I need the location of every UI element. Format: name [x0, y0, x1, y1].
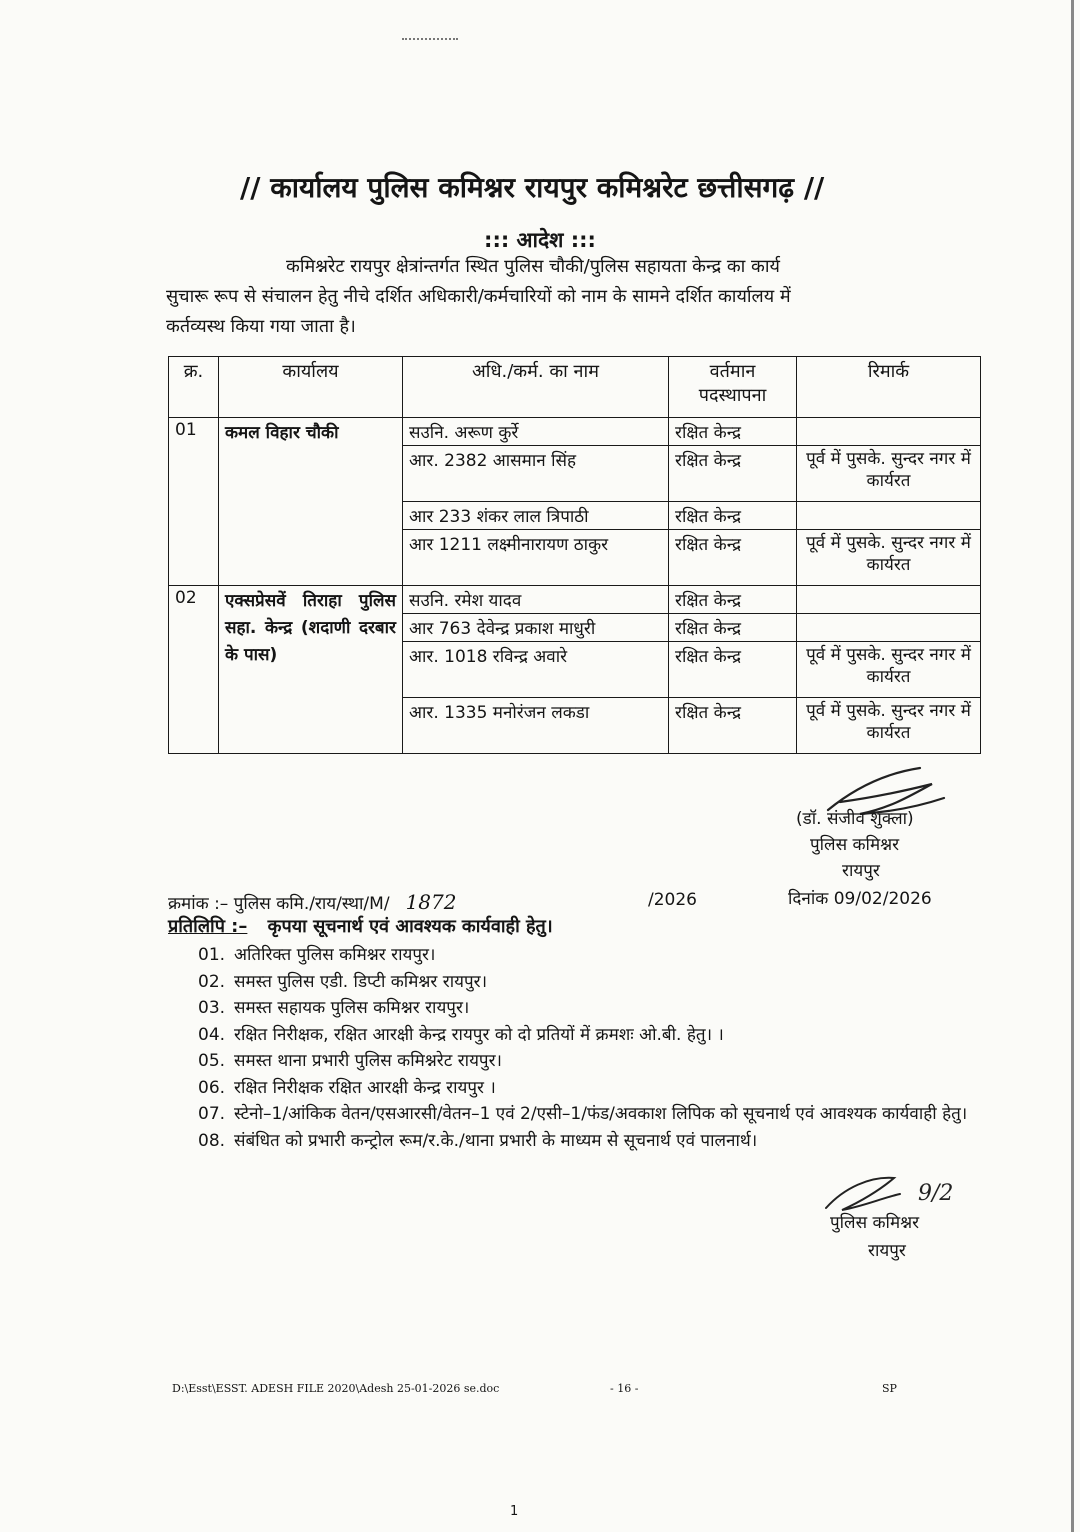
- col-header-name: अधि./कर्म. का नाम: [403, 357, 669, 418]
- col-header-posting: वर्तमान पदस्थापना: [669, 357, 797, 418]
- copy-purpose: कृपया सूचनार्थ एवं आवश्यक कार्यवाही हेतु।: [267, 916, 553, 937]
- footer-page-number: - 16 -: [610, 1382, 639, 1395]
- group-office: एक्सप्रेसवें तिराहा पुलिस सहा. केन्द्र (शदाणी दरबार के पास): [219, 586, 403, 754]
- list-item: [198, 969, 990, 996]
- remark: पूर्व में पुसके. सुन्दर नगर में कार्यरत: [797, 698, 981, 754]
- reference-date: दिनांक 09/02/2026: [788, 889, 932, 909]
- item-number: 02.: [198, 971, 226, 992]
- footer-file-path: D:\Esst\ESST. ADESH FILE 2020\Adesh 25-01-2026 se.doc: [172, 1382, 500, 1395]
- staff-name: आर. 1335 मनोरंजन लकडा: [403, 698, 669, 754]
- reference-number: [168, 890, 472, 914]
- item-number: 08.: [198, 1130, 226, 1151]
- current-posting: रक्षित केन्द्र: [669, 586, 797, 614]
- signatory-name: (डॉ. संजीव शुक्ला): [796, 809, 914, 829]
- list-item: [198, 1128, 990, 1155]
- group-sno: 01: [169, 418, 219, 586]
- item-text: समस्त पुलिस एडी. डिप्टी कमिश्नर रायपुर।: [234, 971, 488, 992]
- item-number: 05.: [198, 1051, 226, 1071]
- handwritten-initials: [820, 1168, 970, 1216]
- reference-handwritten-number: 1872: [405, 890, 457, 914]
- remark: पूर्व में पुसके. सुन्दर नगर में कार्यरत: [797, 530, 981, 586]
- staff-name: आर. 2382 आसमान सिंह: [403, 446, 669, 502]
- top-divider: [402, 38, 458, 40]
- item-text: संबंधित को प्रभारी कन्ट्रोल रूम/र.के./थाना प्रभारी के माध्यम से सूचनार्थ एवं पालनार्थ।: [234, 1130, 758, 1151]
- staff-name: आर 763 देवेन्द्र प्रकाश माधुरी: [403, 614, 669, 642]
- signatory-city: रायपुर: [842, 861, 880, 881]
- copy-heading: [168, 914, 553, 938]
- order-title: ::: आदेश :::: [484, 228, 596, 252]
- remark: [797, 614, 981, 642]
- group-office: कमल विहार चौकी: [219, 418, 403, 586]
- intro-line-2: सुचारू रूप से संचालन हेतु नीचे दर्शित अधिकारी/कर्मचारियों को नाम के सामने दर्शित कार्यालय में: [166, 286, 791, 307]
- copy-label: प्रतिलिपि :–: [168, 916, 248, 937]
- intro-line-3: कर्तव्यस्थ किया गया जाता है।: [166, 316, 356, 337]
- table-row: [169, 586, 981, 614]
- list-item: [198, 1022, 990, 1049]
- item-number: 03.: [198, 998, 226, 1018]
- remark: [797, 418, 981, 446]
- staff-name: आर 1211 लक्ष्मीनारायण ठाकुर: [403, 530, 669, 586]
- sheet-number: 1: [510, 1504, 519, 1519]
- staff-name: सउनि. रमेश यादव: [403, 586, 669, 614]
- list-item: [198, 1048, 990, 1075]
- current-posting: रक्षित केन्द्र: [669, 642, 797, 698]
- office-title: // कार्यालय पुलिस कमिश्नर रायपुर कमिश्नरेट छत्तीसगढ़ //: [240, 171, 825, 204]
- table-header-row: [169, 357, 981, 418]
- col-header-sno: क्र.: [169, 357, 219, 418]
- item-number: 07.: [198, 1104, 226, 1124]
- reference-year: /2026: [648, 890, 697, 910]
- remark: पूर्व में पुसके. सुन्दर नगर में कार्यरत: [797, 446, 981, 502]
- staff-name: सउनि. अरूण कुर्रे: [403, 418, 669, 446]
- closing-post: पुलिस कमिश्नर: [830, 1213, 920, 1233]
- staff-name: आर 233 शंकर लाल त्रिपाठी: [403, 502, 669, 530]
- table-row: [169, 418, 981, 446]
- footer-initials: SP: [882, 1382, 897, 1395]
- item-text: अतिरिक्त पुलिस कमिश्नर रायपुर।: [234, 945, 436, 965]
- item-text: रक्षित निरीक्षक रक्षित आरक्षी केन्द्र रायपुर ।: [234, 1077, 496, 1098]
- remark: [797, 586, 981, 614]
- col-header-remark: रिमार्क: [797, 357, 981, 418]
- current-posting: रक्षित केन्द्र: [669, 530, 797, 586]
- item-text: समस्त थाना प्रभारी पुलिस कमिश्नरेट रायपुर।: [234, 1051, 502, 1071]
- list-item: [198, 1075, 990, 1102]
- list-item: [198, 995, 990, 1022]
- staff-name: आर. 1018 रविन्द्र अवारे: [403, 642, 669, 698]
- remark: पूर्व में पुसके. सुन्दर नगर में कार्यरत: [797, 642, 981, 698]
- item-number: 04.: [198, 1024, 226, 1045]
- list-item: [198, 1101, 990, 1128]
- current-posting: रक्षित केन्द्र: [669, 698, 797, 754]
- signatory-post: पुलिस कमिश्नर: [810, 835, 900, 855]
- reference-prefix: क्रमांक :– पुलिस कमि./राय/स्था/M/: [168, 894, 390, 914]
- current-posting: रक्षित केन्द्र: [669, 446, 797, 502]
- current-posting: रक्षित केन्द्र: [669, 418, 797, 446]
- col-header-office: कार्यालय: [219, 357, 403, 418]
- group-sno: 02: [169, 586, 219, 754]
- list-item: [198, 942, 990, 969]
- posting-table: [168, 356, 981, 754]
- item-text: स्टेनो–1/आंकिक वेतन/एसआरसी/वेतन–1 एवं 2/एसी–1/फंड/अवकाश लिपिक को सूचनार्थ एवं आवश्यक कार्यवाही हेतु।: [234, 1104, 968, 1124]
- signature-date-mark: 9/2: [918, 1181, 954, 1206]
- item-text: समस्त सहायक पुलिस कमिश्नर रायपुर।: [234, 998, 470, 1018]
- current-posting: रक्षित केन्द्र: [669, 502, 797, 530]
- item-text: रक्षित निरीक्षक, रक्षित आरक्षी केन्द्र रायपुर को दो प्रतियों में क्रमशः ओ.बी. हेतु। ।: [234, 1024, 724, 1045]
- intro-paragraph: [166, 252, 986, 342]
- intro-line-1: कमिश्नरेट रायपुर क्षेत्रांन्तर्गत स्थित पुलिस चौकी/पुलिस सहायता केन्द्र का कार्य: [286, 256, 780, 277]
- remark: [797, 502, 981, 530]
- current-posting: रक्षित केन्द्र: [669, 614, 797, 642]
- copy-list: [198, 942, 990, 1154]
- closing-city: रायपुर: [868, 1241, 906, 1261]
- item-number: 01.: [198, 945, 226, 965]
- item-number: 06.: [198, 1077, 226, 1098]
